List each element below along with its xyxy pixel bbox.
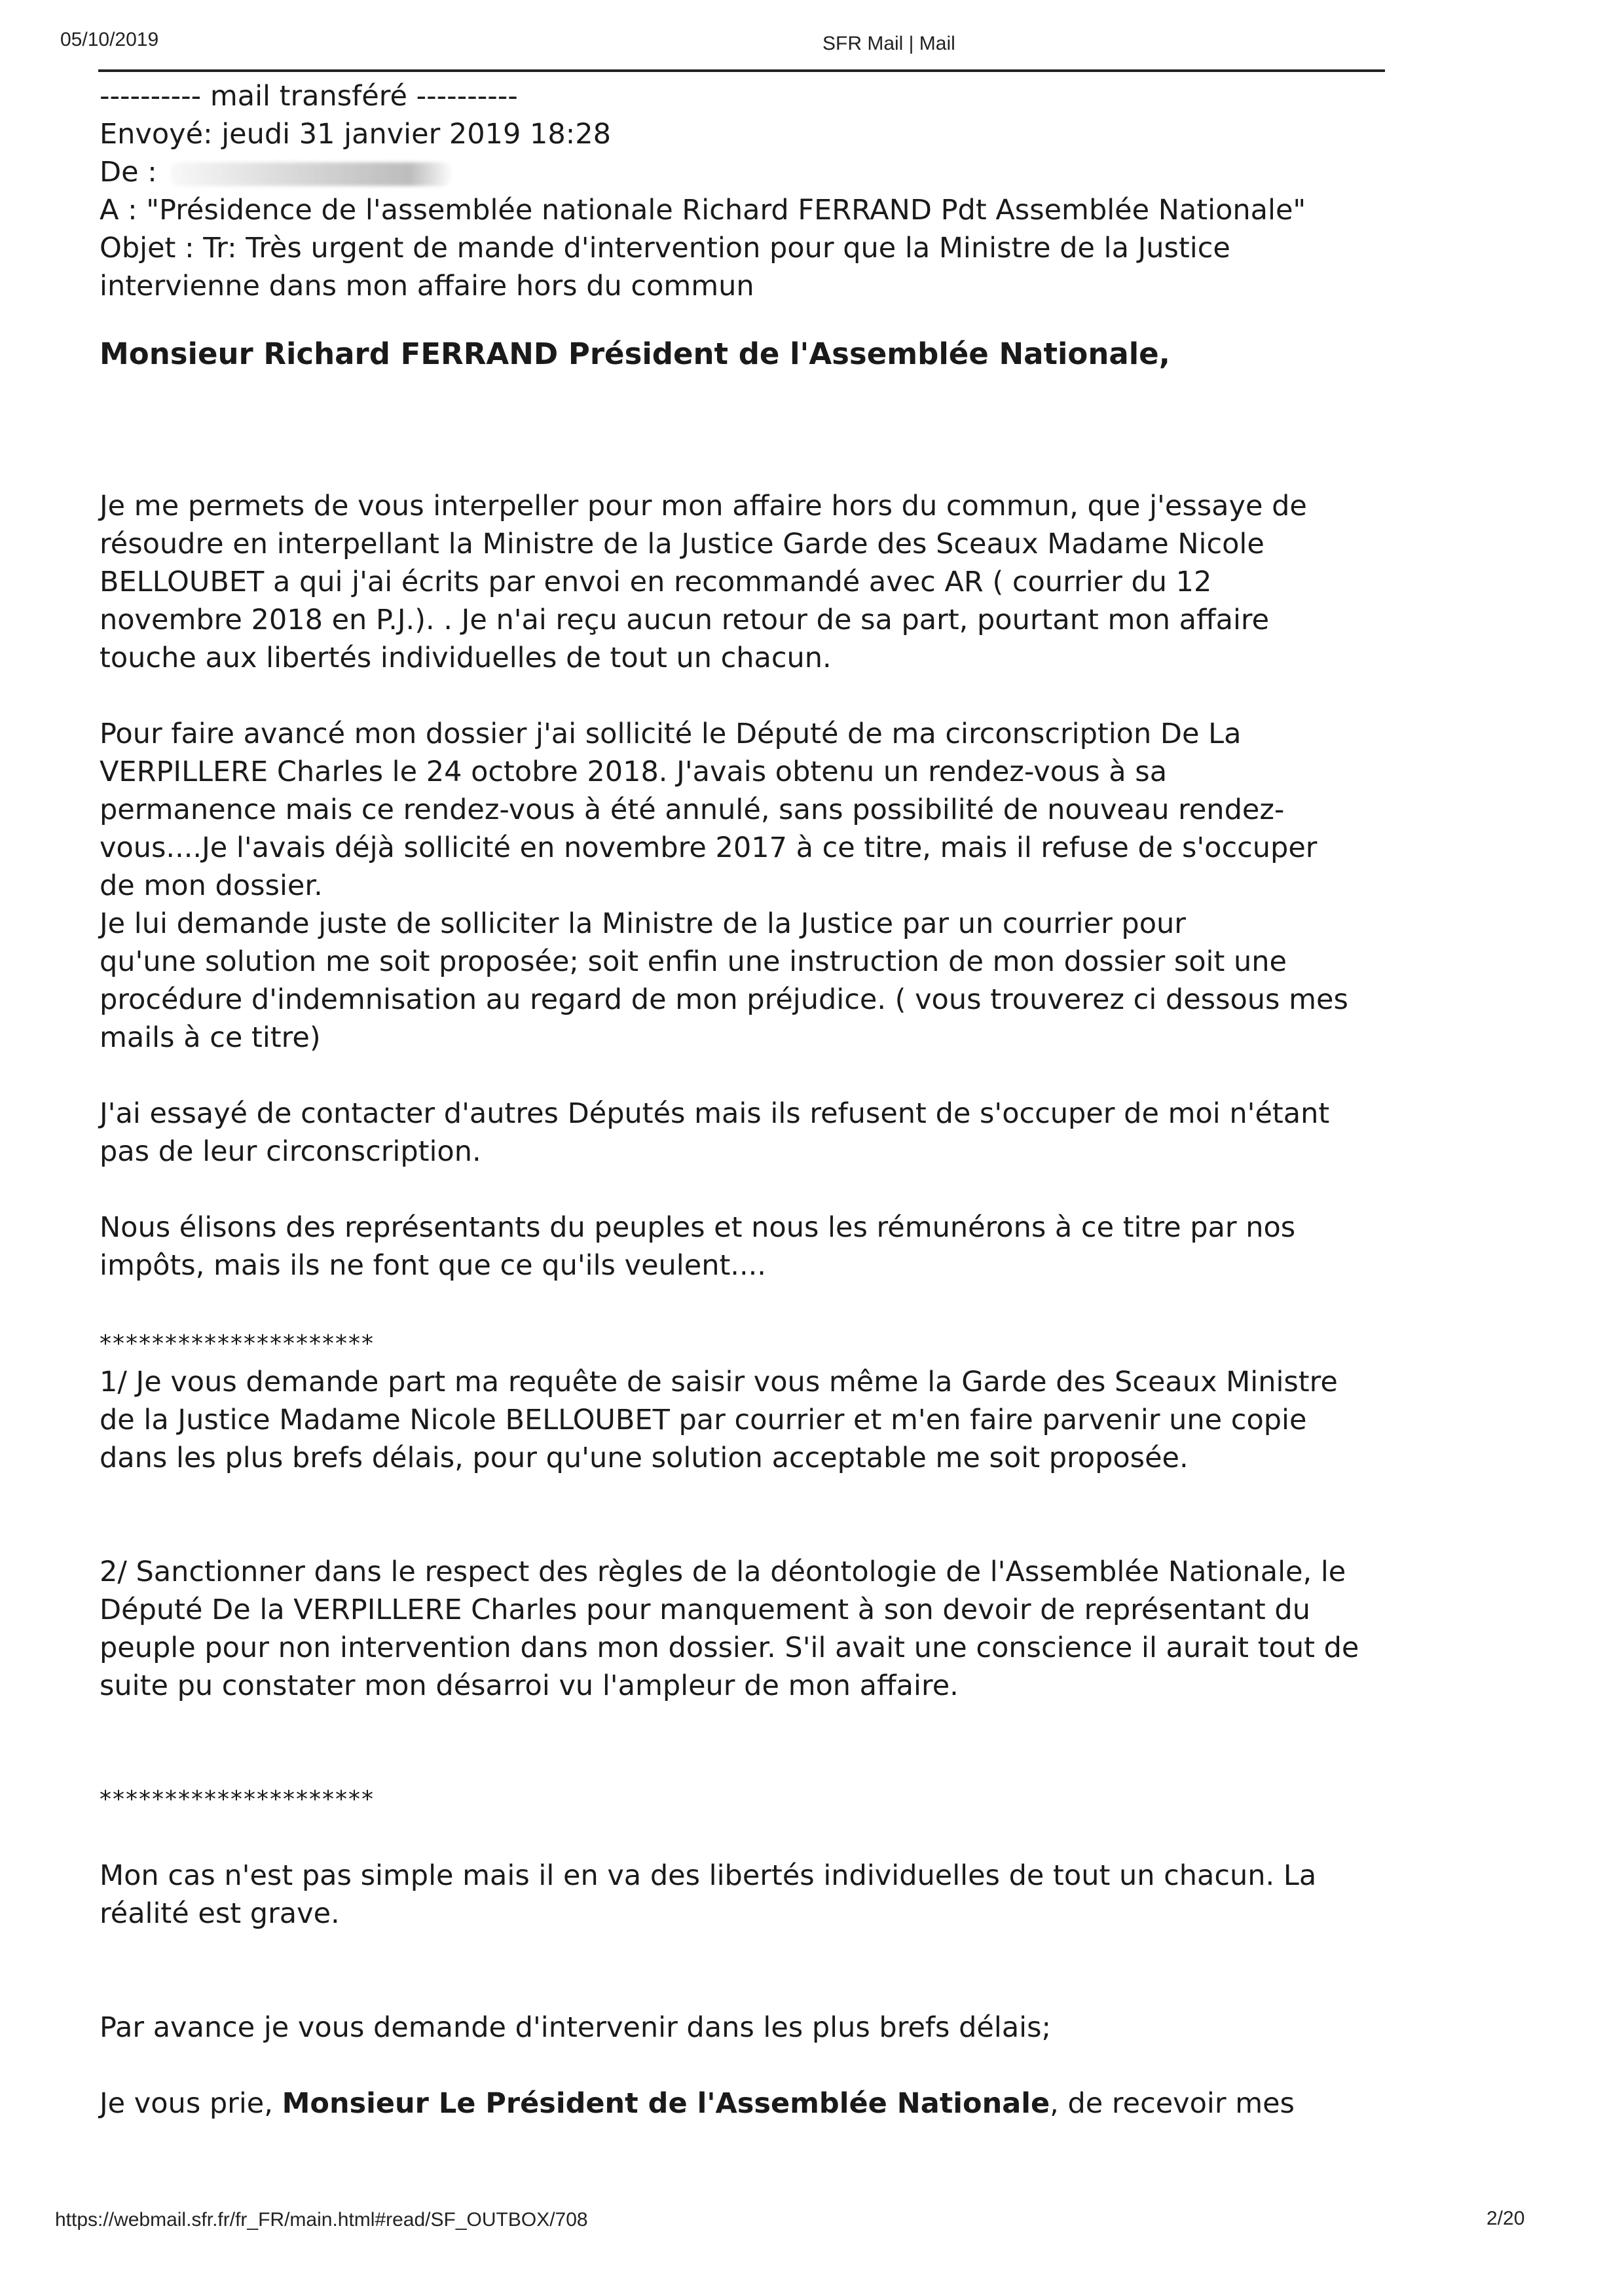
paragraph-1 — [100, 487, 1409, 677]
paragraph-line: mails à ce titre) — [100, 1021, 321, 1054]
paragraph-line: procédure d'indemnisation au regard de mon préjudice. ( vous trouverez ci dessous mes — [100, 983, 1348, 1016]
paragraph-line: 1/ Je vous demande part ma requête de saisir vous même la Garde des Sceaux Ministre — [100, 1366, 1338, 1398]
print-date: 05/10/2019 — [60, 29, 159, 50]
print-url: https://webmail.sfr.fr/fr_FR/main.html#read/SF_OUTBOX/708 — [55, 2209, 588, 2231]
paragraph-line: Député De la VERPILLERE Charles pour manquement à son devoir de représentant du — [100, 1594, 1310, 1626]
subject-line: Objet : Tr: Très urgent de mande d'intervention pour que la Ministre de la Justice — [100, 232, 1230, 264]
request-1 — [100, 1363, 1409, 1477]
redacted-sender — [170, 162, 452, 186]
paragraph-line: touche aux libertés individuelles de tout un chacun. — [100, 642, 832, 674]
paragraph-line: Mon cas n'est pas simple mais il en va des libertés individuelles de tout un chacun. La — [100, 1859, 1317, 1892]
paragraph-line: Je lui demande juste de solliciter la Ministre de la Justice par un courrier pour — [100, 907, 1186, 940]
paragraph-line: réalité est grave. — [100, 1897, 340, 1930]
forward-marker: ---------- mail transféré ---------- — [100, 80, 518, 113]
paragraph-line: permanence mais ce rendez-vous à été annulé, sans possibilité de nouveau rendez- — [100, 793, 1285, 826]
paragraph-line: BELLOUBET a qui j'ai écrits par envoi en recommandé avec AR ( courrier du 12 — [100, 566, 1212, 598]
paragraph-line: Je me permets de vous interpeller pour mon affaire hors du commun, que j'essaye de — [100, 490, 1307, 522]
print-page-title: SFR Mail | Mail — [822, 33, 955, 54]
paragraph-line: J'ai essayé de contacter d'autres Députés mais ils refusent de s'occuper de moi n'étant — [100, 1097, 1330, 1130]
closing-start: Je vous prie, — [100, 2087, 282, 2120]
salutation: Monsieur Richard FERRAND Président de l'Assemblée Nationale, — [100, 337, 1170, 371]
paragraph-line: impôts, mais ils ne font que ce qu'ils veulent.... — [100, 1249, 766, 1282]
paragraph-line: suite pu constater mon désarroi vu l'ampleur de mon affaire. — [100, 1669, 959, 1702]
closing-line — [100, 2085, 1409, 2123]
from-line — [100, 153, 1409, 191]
paragraph-3 — [100, 1095, 1409, 1171]
paragraph-line: dans les plus brefs délais, pour qu'une solution acceptable me soit proposée. — [100, 1442, 1189, 1474]
subject-line-continued: intervienne dans mon affaire hors du commun — [100, 270, 754, 302]
closing-addressee: Monsieur Le Président de l'Assemblée Nationale — [282, 2087, 1050, 2120]
to-line: A : "Présidence de l'assemblée nationale Richard FERRAND Pdt Assemblée Nationale" — [100, 194, 1306, 227]
paragraph-line: de la Justice Madame Nicole BELLOUBET par courrier et m'en faire parvenir une copie — [100, 1404, 1307, 1436]
separator-stars: ********************* — [100, 1786, 375, 1813]
paragraph-line: VERPILLERE Charles le 24 octobre 2018. J'avais obtenu un rendez-vous à sa — [100, 756, 1168, 788]
sent-line: Envoyé: jeudi 31 janvier 2019 18:28 — [100, 118, 611, 151]
closing-end: , de recevoir mes — [1050, 2087, 1295, 2120]
paragraph-line: vous....Je l'avais déjà sollicité en novembre 2017 à ce titre, mais il refuse de s'occuper — [100, 831, 1318, 864]
page-number: 2/20 — [1486, 2208, 1525, 2229]
separator-stars: ********************* — [100, 1330, 375, 1357]
paragraph-line: peuple pour non intervention dans mon dossier. S'il avait une conscience il aurait tout de — [100, 1631, 1359, 1664]
paragraph-line: Pour faire avancé mon dossier j'ai sollicité le Député de ma circonscription De La — [100, 718, 1242, 750]
mail-body — [100, 77, 1409, 2123]
paragraph-6: Par avance je vous demande d'intervenir dans les plus brefs délais; — [100, 2011, 1052, 2044]
paragraph-line: qu'une solution me soit proposée; soit enfin une instruction de mon dossier soit une — [100, 945, 1287, 978]
request-2 — [100, 1553, 1409, 1705]
paragraph-2 — [100, 715, 1409, 1057]
paragraph-5 — [100, 1857, 1409, 1933]
header-divider — [98, 69, 1385, 72]
paragraph-line: Nous élisons des représentants du peuples et nous les rémunérons à ce titre par nos — [100, 1211, 1296, 1244]
paragraph-line: de mon dossier. — [100, 869, 323, 902]
paragraph-line: novembre 2018 en P.J.). . Je n'ai reçu aucun retour de sa part, pourtant mon affaire — [100, 604, 1270, 636]
paragraph-line: résoudre en interpellant la Ministre de la Justice Garde des Sceaux Madame Nicole — [100, 528, 1264, 560]
paragraph-line: 2/ Sanctionner dans le respect des règles de la déontologie de l'Assemblée Nationale, le — [100, 1556, 1346, 1588]
from-label: De : — [100, 156, 157, 189]
paragraph-line: pas de leur circonscription. — [100, 1135, 481, 1168]
paragraph-4 — [100, 1209, 1409, 1285]
